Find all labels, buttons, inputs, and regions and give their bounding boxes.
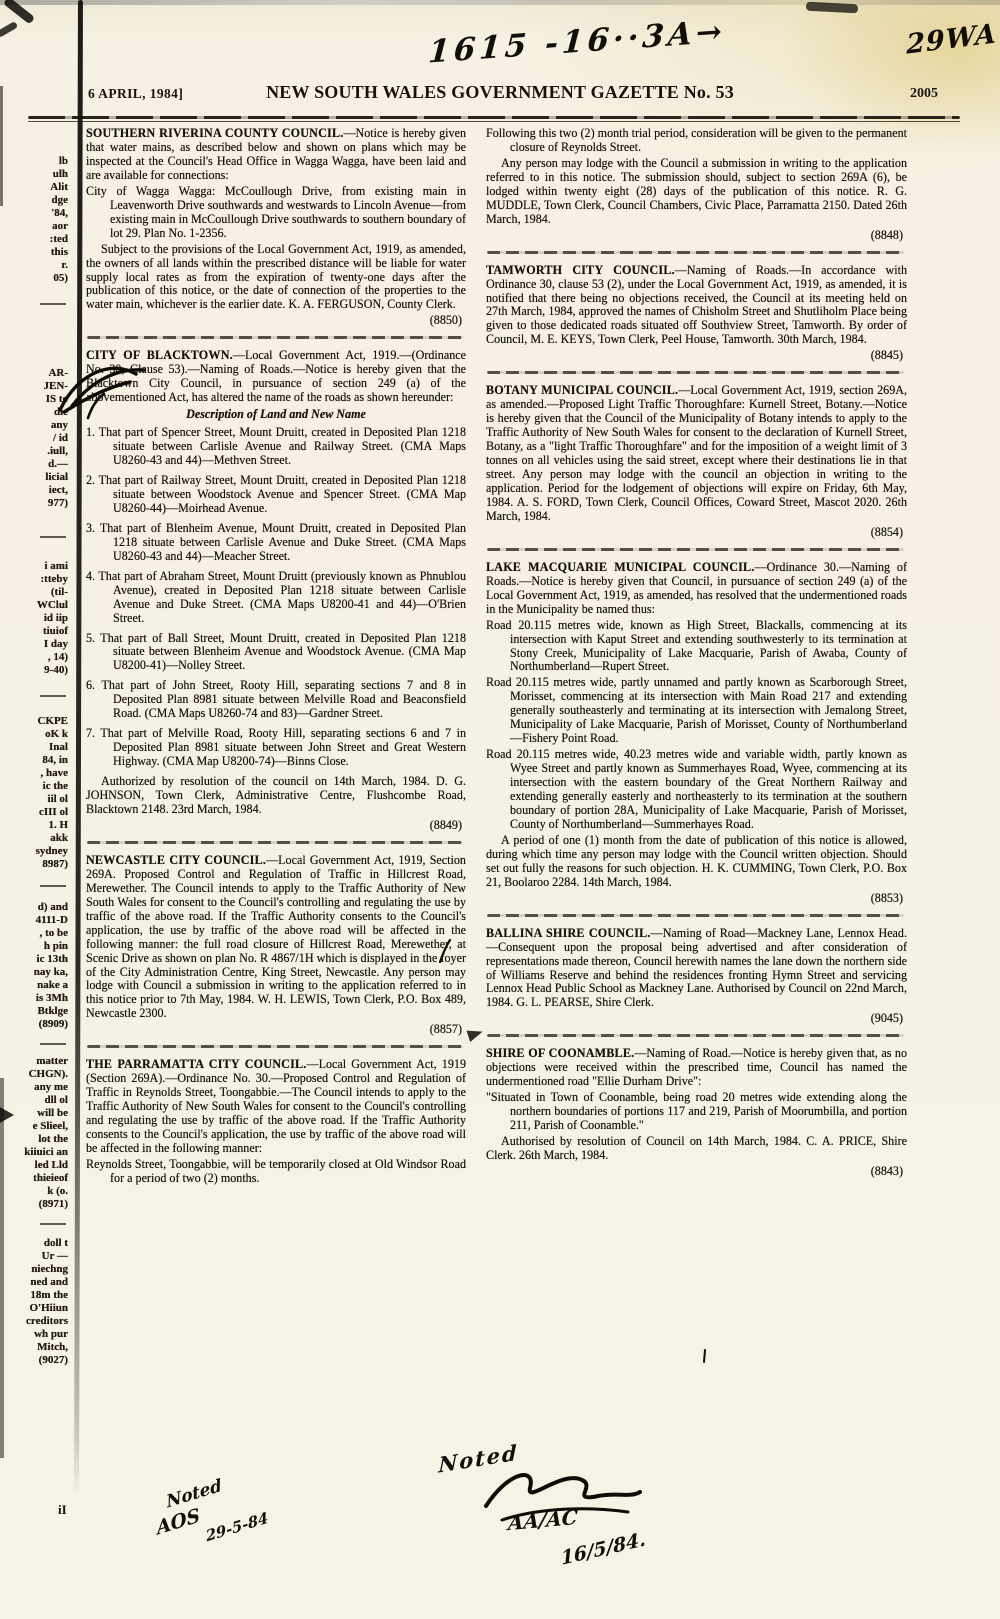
margin-fragment: cIII ol [38, 806, 68, 818]
pen-signature [478, 1462, 648, 1528]
council-name: LAKE MACQUARIE MUNICIPAL COUNCIL. [486, 559, 755, 574]
notice-paragraph: TAMWORTH CITY COUNCIL.—Naming of Roads.—In accordance with Ordinance 30, clause 53 (2), under the Local Government Act, 1919, as amended, it is notified that there being no objections received, the Council at its meeting held on 27th March, 1984, approved the names of Chisholm Street and Shutliholm Place being given to those dedicated roads situated off Southview Street, Tamworth. By order of Council, M. E. KEYS, Town Clerk, Peel House, Tamworth. 30th March, 1984. [486, 262, 907, 347]
margin-fragment: (til- [50, 586, 68, 598]
margin-fragment: aor [52, 220, 68, 232]
margin-fragment: oK k [45, 728, 68, 740]
margin-fragment: e Slieel, [32, 1120, 68, 1132]
gazette-notice [86, 349, 466, 833]
margin-fragment: , to be [39, 927, 68, 939]
gazette-notice [486, 561, 907, 906]
margin-fragment: , 14) [47, 651, 68, 663]
notice-paragraph: Road 20.115 metres wide, 40.23 metres wide and variable width, partly known as Wyee Street and partly known as Summerhayes Road, Wyee, commencing at its intersection with the eastern boundary of the Great Northern Railway and extending generally easterly and northeasterly to its termination at the southern boundary of portion 28A, Municipality of Lake Macquarie, Parish of Morisset, County of Northumberland—Summerhayes Road. [486, 747, 907, 831]
council-name: BOTANY MUNICIPAL COUNCIL. [486, 383, 679, 398]
margin-fragment: , have [40, 767, 68, 779]
margin-fragment: I day [43, 638, 68, 650]
margin-fragment: lot the [38, 1133, 68, 1145]
margin-fragment: wh pur [34, 1328, 68, 1340]
pen-tiny-mark [700, 1348, 710, 1364]
margin-fragment: tiuiof [42, 625, 68, 637]
notice-paragraph: LAKE MACQUARIE MUNICIPAL COUNCIL.—Ordinance 30.—Naming of Roads.—Notice is hereby given that Council, in pursuance of section 249 (a) of the Local Government Act, 1919, as amended, has resolved that the undermentioned roads in the Municipality be named thus: [486, 559, 907, 616]
notice-paragraph: (8849) [429, 817, 462, 832]
margin-fragment: d) and [37, 901, 68, 913]
council-name: BALLINA SHIRE COUNCIL. [486, 925, 651, 940]
notice-paragraph: Following this two (2) month trial period, consideration will be given to the permanent closure of Reynolds Street. [486, 126, 907, 154]
margin-fragment: led Lld [34, 1159, 68, 1171]
notice-paragraph: 1. That part of Spencer Street, Mount Druitt, created in Deposited Plan 1218 situate between Carlisle Avenue and Railway Street. (CMA Maps U8260-43 and 44)—Methven Street. [86, 425, 466, 468]
margin-fragment: (9027) [38, 1354, 68, 1366]
margin-fragment: d.— [48, 458, 68, 470]
margin-fragment: iil ol [47, 793, 68, 805]
council-name: THE PARRAMATTA CITY COUNCIL. [86, 1057, 307, 1072]
notice-paragraph: SOUTHERN RIVERINA COUNTY COUNCIL.—Notice is hereby given that water mains, as described below and shown on plans which may be inspected at the Council's Head Office in Wagga Wagga, have been laid and are available for connections: [86, 126, 466, 182]
notice-divider [87, 336, 463, 339]
margin-fragment: doll t [43, 1237, 68, 1249]
column-left [86, 127, 466, 1188]
gazette-notice [86, 854, 466, 1037]
signature-page-mark: iI [58, 1502, 67, 1517]
margin-fragment: / id [53, 432, 68, 444]
handwriting-noted-right: Noted [438, 1439, 519, 1478]
notice-divider [487, 371, 904, 374]
margin-fragment: r. [61, 259, 68, 271]
margin-divider [40, 536, 66, 538]
margin-fragment: will be [37, 1107, 68, 1119]
notice-paragraph: 3. That part of Blenheim Avenue, Mount Druitt, created in Deposited Plan 1218 situate between Carlisle Avenue and Duke Street. (CMA Maps U8260-43 and 44)—Meacher Street. [86, 520, 466, 563]
margin-fragment: ic 13th [36, 953, 68, 965]
notice-paragraph: 6. That part of John Street, Rooty Hill, separating sections 7 and 8 in Deposited Plan 8981 situate between Melville Road and Beaconsfield Road. (CMA Maps U8260-74 and 83)—Gardner Street. [86, 678, 466, 721]
council-name: TAMWORTH CITY COUNCIL. [486, 262, 675, 277]
margin-fragment: licial [45, 471, 68, 483]
notice-divider [87, 1045, 463, 1048]
margin-fragment: Mitch, [37, 1341, 68, 1353]
margin-fragment: (8909) [38, 1018, 68, 1030]
margin-fragment: niechng [31, 1263, 68, 1275]
notice-paragraph: (8857) [429, 1022, 462, 1037]
margin-fragment: 1. H [48, 819, 68, 831]
margin-fragment: (8971) [38, 1198, 68, 1210]
margin-fragment: 18m the [30, 1289, 68, 1301]
margin-fragment: k (o. [47, 1185, 68, 1197]
notice-paragraph: (8854) [870, 524, 903, 539]
margin-fragment: ic the [42, 780, 68, 792]
gazette-notice [486, 127, 907, 243]
margin-fragment: :tteby [40, 573, 68, 585]
margin-fragment: sydney [35, 845, 68, 857]
margin-fragment: die [53, 406, 68, 418]
notice-divider [487, 548, 904, 551]
margin-fragment: akk [50, 832, 68, 844]
notice-paragraph: A period of one (1) month from the date of publication of this notice is allowed, during which time any person may lodge with the Council written objection. Should set out fully the reasons for such objection. H. K. CUMMING, Town Clerk, P.O. Box 21, Boolaroo 2284. 14th March, 1984. [486, 832, 907, 889]
margin-fragments [0, 155, 72, 1367]
margin-fragment: 977) [47, 497, 68, 509]
notice-paragraph: Reynolds Street, Toongabbie, will be temporarily closed at Old Windsor Road for a period of two (2) months. [86, 1156, 466, 1185]
notice-paragraph: (9045) [870, 1011, 903, 1026]
margin-fragment: Btklge [37, 1005, 68, 1017]
notice-paragraph: 2. That part of Railway Street, Mount Druitt, created in Deposited Plan 1218 situate between Woodstock Avenue and Spencer Street. (CMA Map U8260-44)—Moirhead Avenue. [86, 472, 466, 515]
notice-divider [87, 841, 463, 844]
handwriting-line: Noted [165, 1475, 224, 1513]
margin-fragment: iect, [48, 484, 68, 496]
council-name: SOUTHERN RIVERINA COUNTY COUNCIL. [86, 126, 344, 140]
council-name: CITY OF BLACKTOWN. [86, 348, 233, 363]
margin-divider [40, 1223, 66, 1225]
page-title: NEW SOUTH WALES GOVERNMENT GAZETTE No. 53 [266, 82, 734, 102]
margin-fragment: kiiuici an [24, 1146, 68, 1158]
header-date: 6 APRIL, 1984] [88, 86, 184, 101]
margin-fragment: i ami [44, 560, 68, 572]
column-right [486, 127, 907, 1179]
notice-paragraph: CITY OF BLACKTOWN.—Local Government Act, 1919.—(Ordinance No. 30, Clause 53).—Naming of Roads.—Notice is hereby given that the Blacktown City Council, in pursuance of section 249 (a) of the abovementioned Act, has altered the name of the roads as shown hereunder: [86, 348, 466, 405]
margin-fragment: 05) [53, 272, 68, 284]
margin-fragment: O'Hiiun [29, 1302, 68, 1314]
handwriting-date: 16/5/84. [560, 1528, 647, 1570]
margin-fragment: ulh [52, 168, 68, 180]
header-page-number: 2005 [910, 86, 938, 101]
notice-paragraph: Authorized by resolution of the council on 14th March, 1984. D. G. JOHNSON, Town Clerk, Administrative Centre, Flushcombe Road, Blacktown 2148. 23rd March, 1984. [86, 774, 466, 816]
pen-tick-mark [84, 392, 108, 422]
notice-divider [487, 1034, 904, 1037]
margin-fragment: nay ka, [33, 966, 68, 978]
handwriting-line: AOS [155, 1504, 202, 1540]
notice-paragraph: (8848) [870, 227, 903, 242]
margin-fragment: Inal [49, 741, 68, 753]
notice-paragraph: "Situated in Town of Coonamble, being road 20 metres wide extending along the northern boundaries of portions 117 and 219, Parish of Moorumbilla, and portion 211, Parish of Coonamble." [486, 1090, 907, 1133]
notice-paragraph: BOTANY MUNICIPAL COUNCIL.—Local Government Act, 1919, section 269A, as amended.—Proposed Light Traffic Thoroughfare: Kurnell Street, Botany.—Notice is hereby given that the Council of the Municipality of Botany intends to apply to the Traffic Authority of New South Wales for consent to the declaration of Kurnell Street, Botany, as a "light Traffic Thoroughfare" and for the imposition of a weight limit of 3 tonnes on all vehicles using the said street, except where their destinations lie in that street. Any person may lodge with the council an objection in writing to the application. Period for the lodgement of objections will expire on Friday, 6th May, 1984. A. S. FORD, Town Clerk, Council Offices, Coward Street, Mascot 2020. 26th March, 1984. [486, 383, 907, 523]
margin-fragment: Alit [50, 181, 68, 193]
margin-fragment: 4111-D [35, 914, 68, 926]
notice-paragraph: (8853) [870, 890, 903, 905]
margin-fragment: ned and [30, 1276, 68, 1288]
margin-fragment: :ted [49, 233, 68, 245]
margin-fragment: any [50, 419, 68, 431]
notice-paragraph: (8843) [870, 1163, 903, 1178]
handwriting-line: 29-5-84 [204, 1508, 270, 1546]
notice-paragraph: NEWCASTLE CITY COUNCIL.—Local Government Act, 1919, Section 269A. Proposed Control and Regulation of Traffic in Hillcrest Road, Merewether. The Council intends to apply to the Traffic Authority of New South Wales for consent to the Council's controlling and regulating the use by traffic of the above road. If the Traffic Authority consents to the Council's application, the use by traffic of the above road will be affected in the following manner: the full road closure of Hillcrest Road, Merewether, at Scenic Drive as shown on plan No. R 4867/1H which is displayed in the foyer of the City Administration Centre, King Street, Newcastle. Any person may lodge with Council a submission in writing to the application referred to in this notice prior to 7th May, 1984. W. H. LEWIS, Town Clerk, P.O. Box 489, Newcastle 2300. [86, 852, 466, 1021]
margin-fragment: is 3Mh [35, 992, 68, 1004]
notice-paragraph: Road 20.115 metres wide, known as High Street, Blackalls, commencing at its intersection with Kaput Street and extending southwesterly to its termination at Stony Creek, Municipality of Lake Macquarie, Parish of Awaba, County of Northumberland—Rupert Street. [486, 617, 907, 674]
notice-paragraph: City of Wagga Wagga: McCoullough Drive, from existing main in Leavenworth Drive southwards and westwards to Lincoln Avenue—from existing main in McCoullough Drive southwards to southern boundary of lot 29. Plan No. 1-2356. [86, 183, 466, 240]
council-name: SHIRE OF COONAMBLE. [486, 1046, 635, 1061]
notice-paragraph: 5. That part of Ball Street, Mount Druitt, created in Deposited Plan 1218 situate between Blenheim Avenue and Woodstock Avenue. (CMA Map U8200-41)—Nolley Street. [86, 630, 466, 673]
margin-fragment: thieieof [33, 1172, 68, 1184]
margin-fragment: nake a [37, 979, 68, 991]
notice-paragraph: (8850) [429, 313, 462, 328]
margin-fragment: '84, [51, 207, 68, 219]
pen-stroke-near-tag [436, 938, 456, 964]
notice-divider [487, 914, 904, 917]
margin-fragment: lb [58, 155, 68, 167]
handwriting-file-number: 1615 -16··3A→ [427, 13, 728, 71]
notice-paragraph: BALLINA SHIRE COUNCIL.—Naming of Road—Mackney Lane, Lennox Head.—Consequent upon the proposal being advertised and after consideration of representations made thereon, Council herewith names the lane down the northern side of Williams Reserve and behind the residences fronting Hymn Street and servicing Lennox Head Public School as Mackney Lane. Authorised by Council on 22nd March, 1984. G. L. PEARSE, Shire Clerk. [486, 925, 907, 1010]
margin-fragment: IS to [45, 393, 68, 405]
margin-fragment: CHGN). [28, 1068, 68, 1080]
margin-divider [40, 885, 66, 887]
notice-paragraph: 7. That part of Melville Road, Rooty Hill, separating sections 6 and 7 in Deposited Plan 8981 situate between John Street and Great Western Highway. (CMA Map U8200-74)—Binns Close. [86, 726, 466, 769]
margin-fragment: 84, in [42, 754, 68, 766]
notice-divider [487, 251, 904, 254]
gazette-notice [486, 384, 907, 539]
header-rule [28, 116, 960, 122]
notice-paragraph: 4. That part of Abraham Street, Mount Druitt (previously known as Phnublou Avenue), created in Deposited Plan 1218 situate between Carlisle Avenue and Duke Street. (CMA Maps U8200-41 and 44)—O'Brien Street. [86, 568, 466, 625]
gazette-notice [486, 1047, 907, 1179]
margin-fragment: this [50, 246, 68, 258]
margin-fragment: 9-40) [44, 664, 68, 676]
gazette-notice [86, 127, 466, 328]
margin-fragment: id iip [43, 612, 68, 624]
margin-fragment: Ur — [41, 1250, 68, 1262]
margin-fragment: any me [34, 1081, 68, 1093]
gazette-notice [486, 927, 907, 1027]
council-name: NEWCASTLE CITY COUNCIL. [86, 852, 267, 867]
handwriting-initials: AA/AC [507, 1504, 579, 1536]
notice-paragraph: (8845) [870, 348, 903, 363]
margin-divider [40, 1043, 66, 1045]
notice-paragraph: Road 20.115 metres wide, partly unnamed and partly known as Scarborough Street, Morisset, commencing at its intersection with Main Road 217 and extending generally southeasterly and terminating at its intersection with Jemalong Street, Municipality of Lake Macquarie, Parish of Morisset, County of Northumberland—Fishery Point Road. [486, 675, 907, 746]
margin-fragment: dll ol [44, 1094, 68, 1106]
margin-fragment: dge [51, 194, 68, 206]
margin-fragment: JEN- [43, 380, 68, 392]
margin-fragment: .iull, [47, 445, 68, 457]
margin-divider [40, 695, 66, 697]
margin-fragment: creditors [26, 1315, 68, 1327]
notice-paragraph: SHIRE OF COONAMBLE.—Naming of Road.—Notice is hereby given that, as no objections were received within the prescribed time, Council has named the undermentioned road "Ellie Durham Drive": [486, 1046, 907, 1089]
margin-fragment: 8987) [42, 858, 68, 870]
margin-fragment: WClul [36, 599, 68, 611]
margin-fragment: matter [36, 1055, 68, 1067]
notice-paragraph: Authorised by resolution of Council on 14th March, 1984. C. A. PRICE, Shire Clerk. 26th March, 1984. [486, 1134, 907, 1162]
notice-paragraph: THE PARRAMATTA CITY COUNCIL.—Local Government Act, 1919 (Section 269A).—Ordinance No. 30.—Proposed Control and Regulation of Traffic in Reynolds Street, Toongabbie.—The Council intends to apply to the Traffic Authority of New South Wales for consent to the Council's controlling and regulating the use by traffic of the above road. If the Traffic Authority consents to the Council's application, the use by traffic of the above road will be affected in the following manner: [86, 1057, 466, 1155]
gazette-notice [86, 1058, 466, 1186]
notice-paragraph: Description of Land and New Name [186, 407, 366, 422]
gazette-notice [486, 264, 907, 364]
notice-paragraph: Subject to the provisions of the Local Government Act, 1919, as amended, the owners of all lands within the prescribed distance will be liable for water supply local rates as from the expiration of twenty-one days after the publication of this notice, or the date of connection of the properties to the water main, whichever is the earlier date. K. A. FERGUSON, County Clerk. [86, 241, 466, 312]
margin-fragment: CKPE [37, 715, 68, 727]
notice-paragraph: Any person may lodge with the Council a submission in writing to the application referred to in this notice. The submission should, subject to section 269A (6), be lodged within twenty eight (28) days of the publication of this notice. R. G. MUDDLE, Town Clerk, Council Chambers, Civic Place, Parramatta 2150. Dated 26th March, 1984. [486, 155, 907, 226]
margin-divider [40, 303, 66, 305]
margin-fragment: h pin [43, 940, 68, 952]
handwriting-corner-code: 29WA [906, 18, 998, 61]
margin-fragment: AR- [48, 367, 68, 379]
